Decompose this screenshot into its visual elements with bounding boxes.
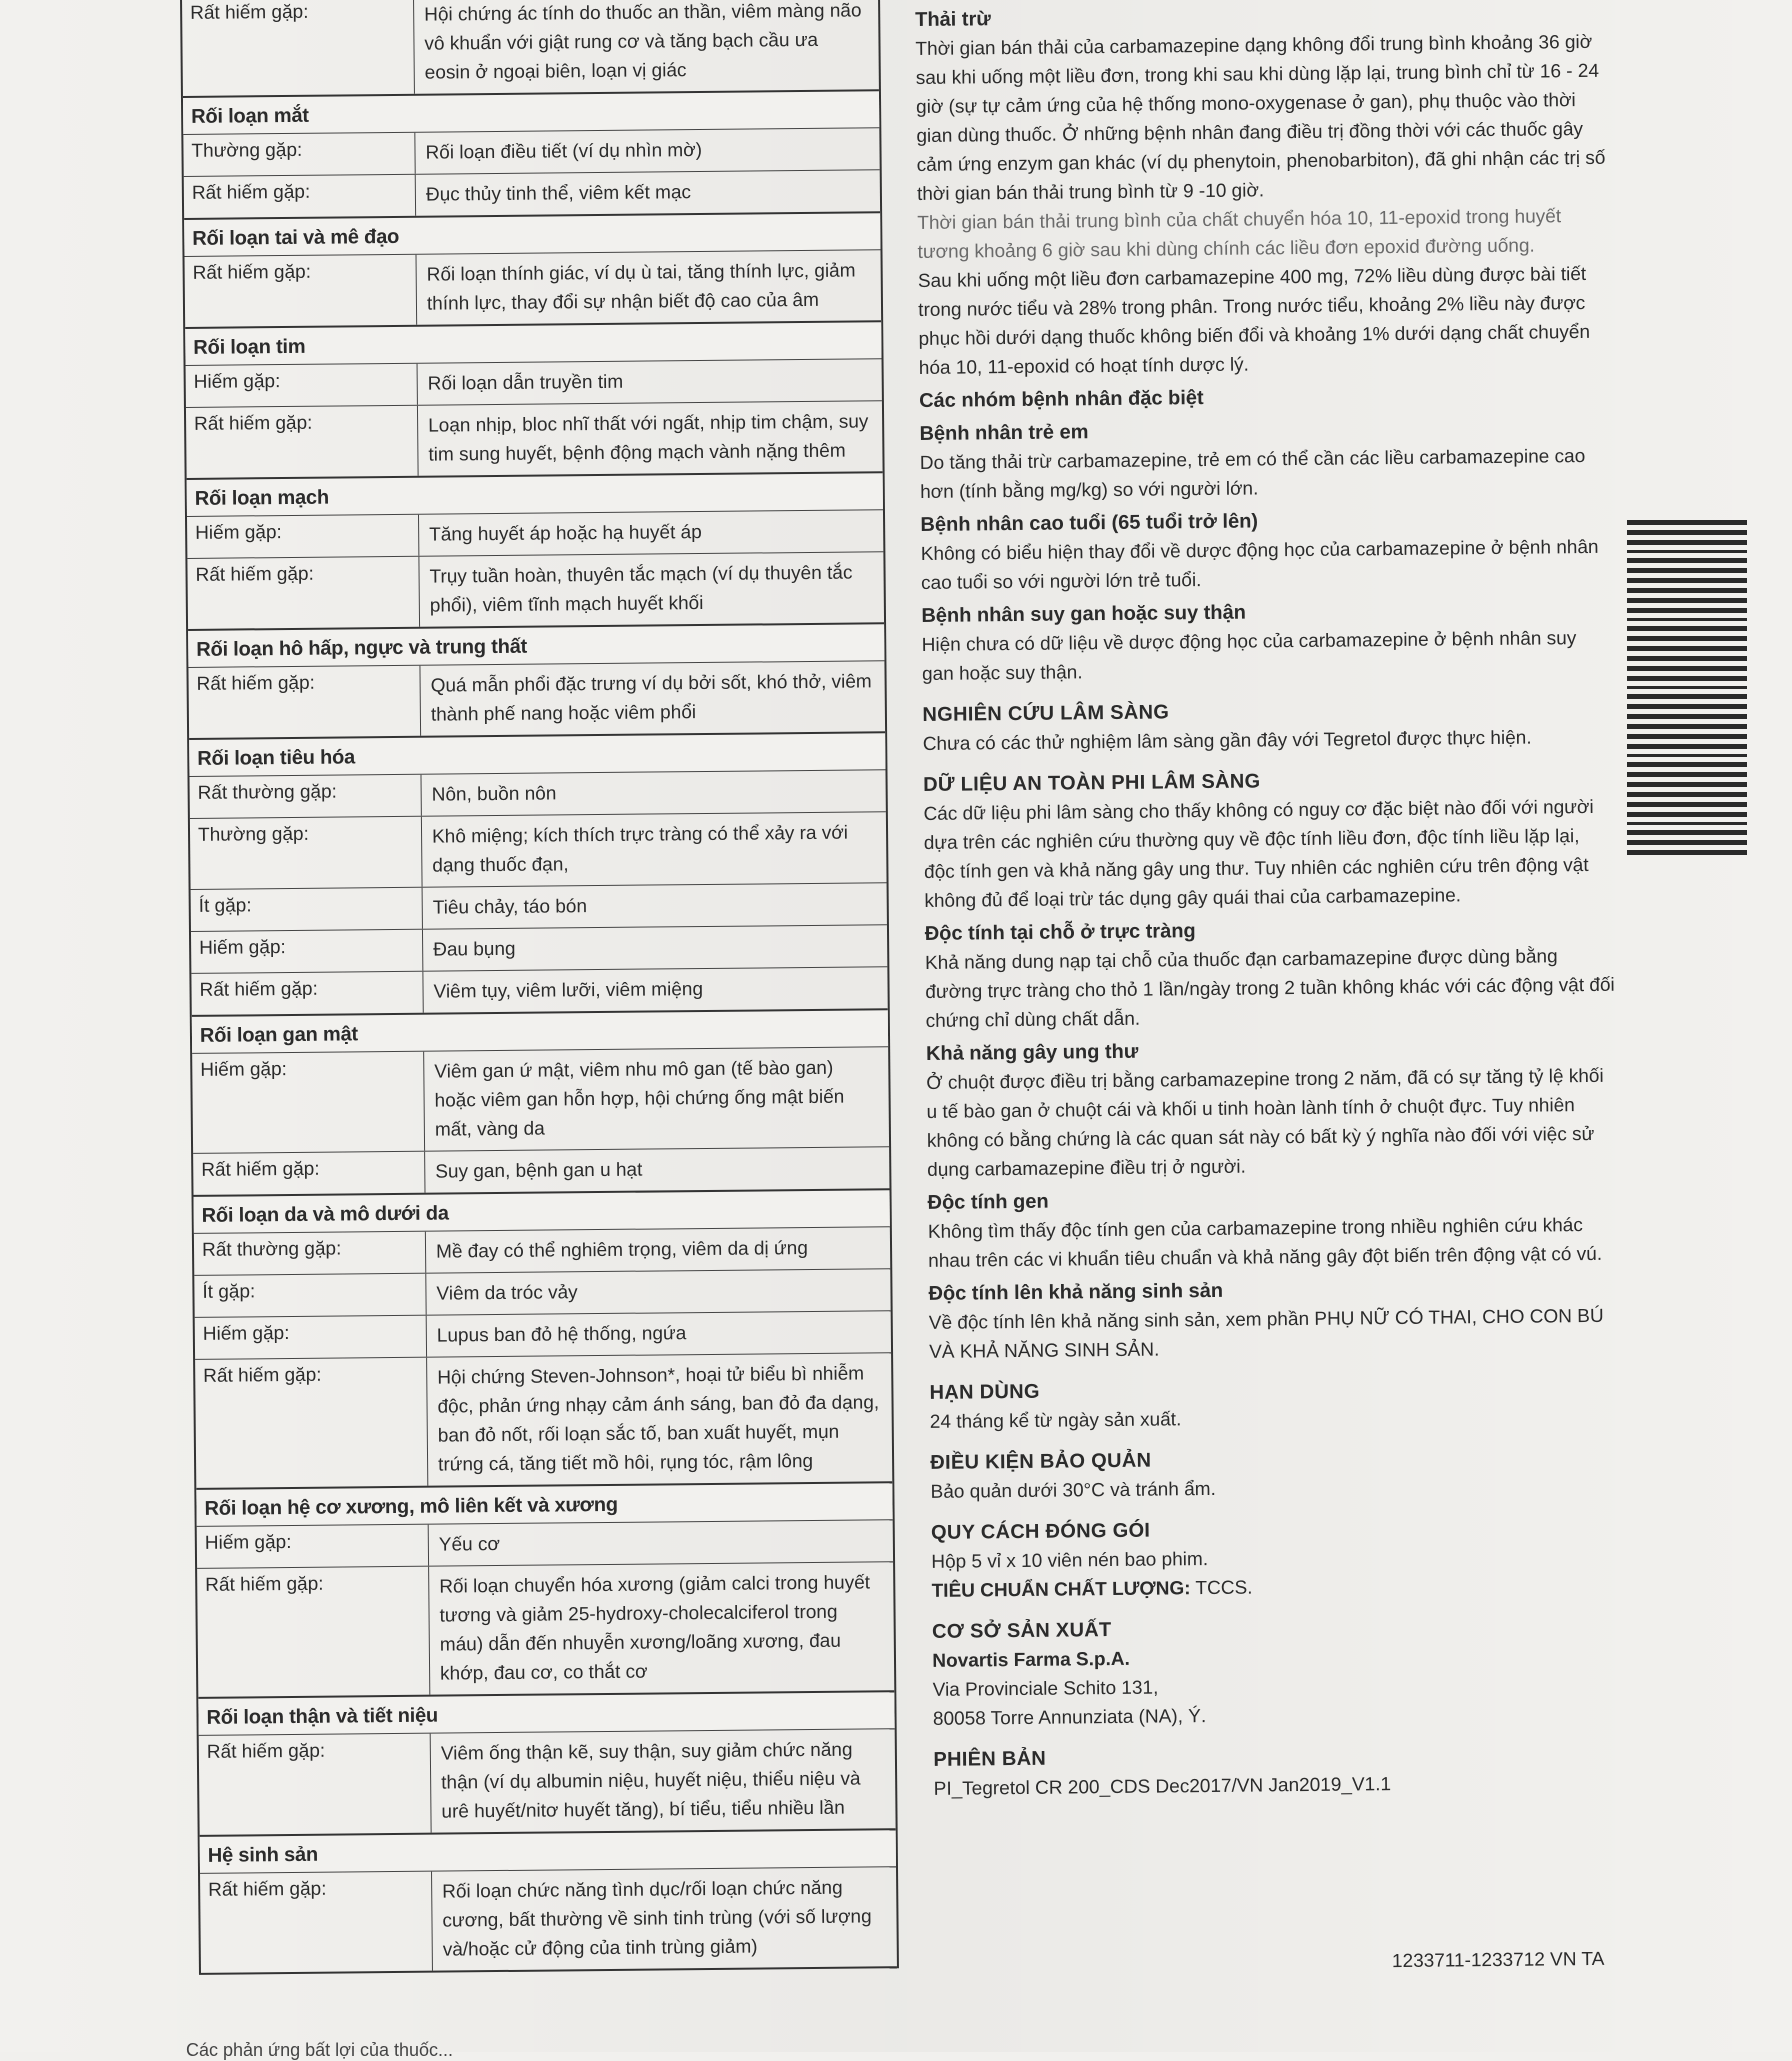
- nonclinical-heading: DỮ LIỆU AN TOÀN PHI LÂM SÀNG: [923, 770, 1261, 796]
- table-row: [191, 966, 887, 1015]
- table-row: [193, 1146, 889, 1195]
- table-row: [186, 358, 882, 407]
- barcode-icon: [1627, 520, 1747, 875]
- table-row: [186, 400, 883, 478]
- frequency-label: Hiếm gặp:: [192, 1052, 425, 1153]
- elimination-heading: Thải trừ: [915, 8, 991, 31]
- reaction-description: Hội chứng ác tính do thuốc an thần, viêm màng não vô khuẩn với giật rung cơ và tăng bạch cầu ưa eosin ở ngoại biên, loạn vị giác: [424, 0, 862, 84]
- table-row: [195, 1310, 891, 1359]
- reaction-description: Hội chứng Steven-Johnson*, hoại tử biểu bì nhiễm độc, phản ứng nhạy cảm ánh sáng, ban đỏ đa dạng, ban đỏ nốt, rối loạn sắc tố, ban xuất huyết, mụn trứng cá, tăng tiết mồ hôi, rụng tóc, rậm lông: [437, 1363, 880, 1476]
- version-heading: PHIÊN BẢN: [933, 1747, 1047, 1771]
- reaction-description: Rối loạn thính giác, ví dụ ù tai, tăng thính lực, giảm thính lực, thay đổi sự nhận biết độ cao của âm: [426, 260, 856, 315]
- table-section-heading: Rối loạn hệ cơ xương, mô liên kết và xương: [196, 1481, 892, 1526]
- table-section-heading: Rối loạn mạch: [187, 471, 883, 516]
- table-row: [182, 0, 879, 96]
- right-column: [915, 0, 1624, 1804]
- manufacturer-address-1: Via Provinciale Schito 131,: [932, 1677, 1159, 1701]
- quality-standard: [931, 1570, 1621, 1606]
- expiry-text: 24 tháng kể từ ngày sản xuất.: [929, 1409, 1182, 1433]
- barcode-bar: [1627, 578, 1747, 583]
- barcode-bar: [1627, 520, 1747, 525]
- table-section-heading: Rối loạn tai và mê đạo: [184, 211, 880, 256]
- table-section-heading: Hệ sinh sản: [200, 1828, 896, 1873]
- barcode-bar: [1627, 772, 1747, 777]
- barcode-bar: [1627, 608, 1747, 613]
- table-row: [184, 249, 881, 327]
- quality-label: TIÊU CHUẨN CHẤT LƯỢNG:: [931, 1578, 1191, 1602]
- frequency-label: Ít gặp:: [191, 888, 423, 931]
- barcode-bar: [1627, 714, 1747, 719]
- packaging-text: Hộp 5 vỉ x 10 viên nén bao phim.: [931, 1549, 1209, 1573]
- barcode-bar: [1627, 694, 1747, 699]
- frequency-label: Rất hiếm gặp:: [191, 972, 423, 1015]
- reaction-description: Rối loạn chức năng tình dục/rối loạn chức năng cương, bất thường về sinh tinh trùng (với số lượng và/hoặc cử động của tinh trùng giảm): [442, 1877, 872, 1961]
- table-row: [191, 924, 887, 973]
- carcinogenicity-text: Ở chuột được điều trị bằng carbamazepine trong 2 năm, đã có sự tăng tỷ lệ khối u tế bào gan ở chuột cái và khối u tinh hoàn lành tính ở chuột đực. Tuy nhiên không có bằng chứng là các quan sát này có bất kỳ ý nghĩa nào đối với việc sử dụng carbamazepine điều trị ở người.: [926, 1065, 1604, 1181]
- adverse-reactions-table: [180, 0, 899, 1975]
- reaction-description: Mề đay có thể nghiêm trọng, viêm da dị ứng: [435, 1238, 808, 1263]
- barcode-bar: [1627, 744, 1747, 749]
- frequency-label: Rất hiếm gặp:: [182, 0, 415, 96]
- frequency-label: Rất hiếm gặp:: [195, 1358, 428, 1488]
- reaction-description: Viêm gan ứ mật, viêm nhu mô gan (tế bào gan) hoặc viêm gan hỗn hợp, hội chứng ống mật biến mất, vàng da: [434, 1057, 845, 1141]
- barcode-bar: [1627, 588, 1747, 593]
- reaction-description: Rối loạn dẫn truyền tim: [427, 371, 624, 395]
- clinical-studies-heading: NGHIÊN CỨU LÂM SÀNG: [922, 701, 1170, 726]
- frequency-label: Rất hiếm gặp:: [193, 1152, 425, 1195]
- barcode-bar: [1627, 704, 1747, 709]
- barcode-bar: [1627, 792, 1747, 797]
- barcode-bar: [1627, 568, 1747, 573]
- barcode-bar: [1627, 540, 1747, 545]
- table-row: [197, 1519, 893, 1568]
- reaction-description: Nôn, buồn nôn: [431, 783, 557, 806]
- reaction-description: Viêm ống thận kẽ, suy thận, suy giảm chức năng thận (ví dụ albumin niệu, huyết niệu, thiểu niệu và urê huyết/nitơ huyết tăng), bí tiểu, tiểu nhiều lần: [440, 1739, 861, 1823]
- local-toxicity-text: Khả năng dung nạp tại chỗ của thuốc đạn carbamazepine được dùng bằng đường trực tràng cho thỏ 1 lần/ngày trong 2 tuần không khác với các động vật đối chứng chỉ dùng chất dẫn.: [924, 946, 1615, 1032]
- table-row: [187, 509, 883, 558]
- reaction-description: Quá mẫn phổi đặc trưng ví dụ bởi sốt, khó thở, viêm thành phế nang hoặc viêm phổi: [430, 671, 872, 726]
- packaging-heading: QUY CÁCH ĐÓNG GÓI: [930, 1519, 1151, 1544]
- carcinogenicity-heading: Khả năng gây ung thư: [925, 1040, 1139, 1065]
- table-section-heading: Rối loạn tim: [185, 320, 881, 365]
- elimination-para-1: Thời gian bán thải của carbamazepine dạng không đổi trung bình khoảng 36 giờ sau khi uống một liều đơn, trong khi sau khi dùng lặp lại, trung bình chỉ từ 16 - 24 giờ (sự tự cảm ứng của hệ thống mono-oxygenase ở gan), phụ thuộc vào thời gian dùng thuốc. Ở những bệnh nhân đang điều trị đồng thời với các thuốc gây cảm ứng enzym gan khác (ví dụ phenytoin, phenobarbiton), đã ghi nhận các trị số thời gian bán thải trung bình từ 9 -10 giờ.: [915, 31, 1606, 205]
- reaction-description: Loạn nhịp, bloc nhĩ thất với ngất, nhịp tim chậm, suy tim sung huyết, bệnh động mạch vành nặng thêm: [428, 411, 869, 466]
- reaction-description: Rối loạn chuyển hóa xương (giảm calci trong huyết tương và giảm 25-hydroxy-cholecalciferol trong máu) dẫn đến nhuyễn xương/loãng xương, đau khớp, đau cơ, co thắt cơ: [439, 1572, 871, 1685]
- frequency-label: Rất hiếm gặp:: [200, 1872, 433, 1973]
- barcode-bar: [1627, 734, 1747, 739]
- children-heading: Bệnh nhân trẻ em: [919, 421, 1089, 445]
- barcode-bar: [1627, 636, 1747, 641]
- elderly-text: Không có biểu hiện thay đổi về dược động học của carbamazepine ở bệnh nhân cao tuổi so với người lớn trẻ tuổi.: [920, 536, 1599, 594]
- reaction-description: Viêm da tróc vảy: [436, 1282, 578, 1305]
- local-toxicity-heading: Độc tính tại chỗ ở trực tràng: [924, 920, 1196, 945]
- barcode-bar: [1627, 782, 1747, 787]
- barcode-bar: [1627, 724, 1747, 729]
- frequency-label: Rất hiếm gặp:: [185, 255, 418, 327]
- reaction-description: Viêm tụy, viêm lưỡi, viêm miệng: [433, 979, 704, 1003]
- barcode-bar: [1627, 530, 1747, 535]
- frequency-label: Rất thường gặp:: [194, 1232, 426, 1275]
- frequency-label: Rất thường gặp:: [189, 775, 421, 818]
- table-row: [190, 811, 887, 889]
- elimination-para-3: Sau khi uống một liều đơn carbamazepine 400 mg, 72% liều dùng được bài tiết trong nước tiểu và 28% trong phân. Trong nước tiểu, khoảng 2% liều này được phục hồi dưới dạng thuốc không biến đổi và khoảng 1% dưới dạng chất chuyển hóa 10, 11-epoxid có hoạt tính dược lý.: [917, 263, 1591, 379]
- genotoxicity-heading: Độc tính gen: [927, 1190, 1049, 1214]
- table-section-heading: Rối loạn tiêu hóa: [189, 731, 885, 776]
- barcode-bar: [1627, 666, 1747, 671]
- frequency-label: Rất hiếm gặp:: [188, 666, 421, 738]
- barcode-bar: [1627, 812, 1747, 817]
- reaction-description: Rối loạn điều tiết (ví dụ nhìn mờ): [425, 139, 703, 164]
- table-row: [189, 769, 885, 818]
- document-code: 1233711-1233712 VN TA: [1391, 1948, 1605, 1973]
- reaction-description: Khô miệng; kích thích trực tràng có thể xảy ra với dạng thuốc đạn,: [431, 822, 849, 877]
- frequency-label: Hiếm gặp:: [187, 515, 419, 558]
- reaction-description: Trụy tuần hoàn, thuyên tắc mạch (ví dụ thuyên tắc phổi), viêm tĩnh mạch huyết khối: [429, 562, 853, 617]
- frequency-label: Hiếm gặp:: [195, 1316, 427, 1359]
- table-row: [192, 1046, 889, 1153]
- table-row: [194, 1268, 890, 1317]
- barcode-bar: [1627, 558, 1747, 563]
- table-row: [184, 169, 880, 218]
- table-row: [194, 1226, 890, 1275]
- barcode-bar: [1627, 550, 1747, 553]
- barcode-bar: [1627, 626, 1747, 631]
- elderly-heading: Bệnh nhân cao tuổi (65 tuổi trở lên): [920, 510, 1259, 536]
- reaction-description: Tiêu chảy, táo bón: [432, 896, 588, 919]
- frequency-label: Rất hiếm gặp:: [187, 557, 420, 629]
- table-section-heading: Rối loạn thận và tiết niệu: [198, 1690, 894, 1735]
- reaction-description: Đục thủy tinh thể, viêm kết mạc: [425, 182, 692, 206]
- children-text: Do tăng thải trừ carbamazepine, trẻ em có thể cần các liều carbamazepine cao hơn (tính bằng mg/kg) so với người lớn.: [919, 446, 1586, 503]
- genotoxicity-text: Không tìm thấy độc tính gen của carbamazepine trong nhiều nghiên cứu khác nhau trên các vi khuẩn tiêu chuẩn và khả năng gây đột biến trên động vật có vú.: [927, 1215, 1603, 1272]
- manufacturer-name: Novartis Farma S.p.A.: [932, 1648, 1130, 1672]
- barcode-bar: [1627, 598, 1747, 603]
- storage-text: Bảo quản dưới 30°C và tránh ẩm.: [930, 1478, 1216, 1503]
- reproductive-toxicity-text: Về độc tính lên khả năng sinh sản, xem phần PHỤ NỮ CÓ THAI, CHO CON BÚ VÀ KHẢ NĂNG SINH SẢN.: [928, 1305, 1604, 1363]
- table-row: [195, 1352, 892, 1488]
- table-row: [199, 1728, 896, 1835]
- clinical-studies-text: Chưa có các thử nghiệm lâm sàng gần đây với Tegretol được thực hiện.: [922, 727, 1532, 755]
- expiry-heading: HẠN DÙNG: [929, 1380, 1040, 1404]
- frequency-label: Hiếm gặp:: [197, 1525, 429, 1568]
- table-row: [183, 127, 879, 176]
- barcode-bar: [1627, 830, 1747, 835]
- barcode-bar: [1627, 618, 1747, 621]
- table-row: [200, 1866, 897, 1973]
- reaction-description: Suy gan, bệnh gan u hạt: [435, 1159, 643, 1183]
- renal-hepatic-heading: Bệnh nhân suy gan hoặc suy thận: [921, 601, 1247, 627]
- reaction-description: Tăng huyết áp hoặc hạ huyết áp: [429, 522, 702, 546]
- barcode-bar: [1627, 646, 1747, 651]
- table-row: [188, 660, 885, 738]
- left-footer-text: Các phản ứng bất lợi của thuốc...: [186, 2040, 454, 2060]
- barcode-bar: [1627, 762, 1747, 767]
- frequency-label: Hiếm gặp:: [191, 930, 423, 973]
- table-row: [187, 551, 884, 629]
- elimination-para-2: Thời gian bán thải trung bình của chất chuyển hóa 10, 11-epoxid trong huyết tương khoảng 6 giờ sau khi dùng chính các liều đơn epoxid đường uống.: [917, 206, 1562, 263]
- renal-hepatic-text: Hiện chưa có dữ liệu về dược động học của carbamazepine ở bệnh nhân suy gan hoặc suy thận.: [921, 628, 1577, 685]
- storage-heading: ĐIỀU KIỆN BẢO QUẢN: [930, 1449, 1152, 1474]
- barcode-bar: [1627, 754, 1747, 757]
- table-section-heading: Rối loạn mắt: [183, 89, 879, 134]
- manufacturer-address-2: 80058 Torre Annunziata (NA), Ý.: [932, 1706, 1207, 1730]
- reproductive-toxicity-heading: Độc tính lên khả năng sinh sản: [928, 1279, 1224, 1305]
- barcode-bar: [1627, 802, 1747, 807]
- reaction-description: Lupus ban đỏ hệ thống, ngứa: [436, 1323, 687, 1347]
- frequency-label: Rất hiếm gặp:: [184, 175, 416, 218]
- barcode-bar: [1627, 840, 1747, 845]
- special-populations-heading: Các nhóm bệnh nhân đặc biệt: [919, 386, 1204, 412]
- version-text: PI_Tegretol CR 200_CDS Dec2017/VN Jan2019_V1.1: [933, 1774, 1392, 1800]
- barcode-bar: [1627, 850, 1747, 855]
- table-section-heading: Rối loạn da và mô dưới da: [194, 1188, 890, 1233]
- table-row: [197, 1561, 894, 1697]
- frequency-label: Thường gặp:: [190, 817, 423, 889]
- frequency-label: Thường gặp:: [183, 133, 415, 176]
- frequency-label: Rất hiếm gặp:: [186, 406, 419, 478]
- barcode-bar: [1627, 656, 1747, 661]
- table-section-heading: Rối loạn hô hấp, ngực và trung thất: [188, 622, 884, 667]
- table-section-heading: Rối loạn gan mật: [192, 1008, 888, 1053]
- frequency-label: Rất hiếm gặp:: [197, 1567, 430, 1697]
- manufacturer-heading: CƠ SỞ SẢN XUẤT: [931, 1619, 1112, 1643]
- barcode-bar: [1627, 676, 1747, 681]
- nonclinical-text: Các dữ liệu phi lâm sàng cho thấy không có nguy cơ đặc biệt nào đối với người dựa trên các nghiên cứu thường quy về độc tính liều đơn, độc tính liều lặp lại, độc tính gen và khả năng gây ung thư. Tuy nhiên các nghiên cứu trên động vật không đủ để loại trừ tác dụng gây quái thai của carbamazepine.: [923, 796, 1594, 912]
- quality-value: TCCS.: [1195, 1577, 1253, 1600]
- frequency-label: Ít gặp:: [194, 1274, 426, 1317]
- barcode-bar: [1627, 822, 1747, 825]
- frequency-label: Hiếm gặp:: [186, 364, 418, 407]
- barcode-bar: [1627, 686, 1747, 689]
- frequency-label: Rất hiếm gặp:: [199, 1734, 432, 1835]
- table-row: [191, 882, 887, 931]
- reaction-description: Đau bụng: [433, 938, 516, 961]
- reaction-description: Yếu cơ: [438, 1534, 501, 1556]
